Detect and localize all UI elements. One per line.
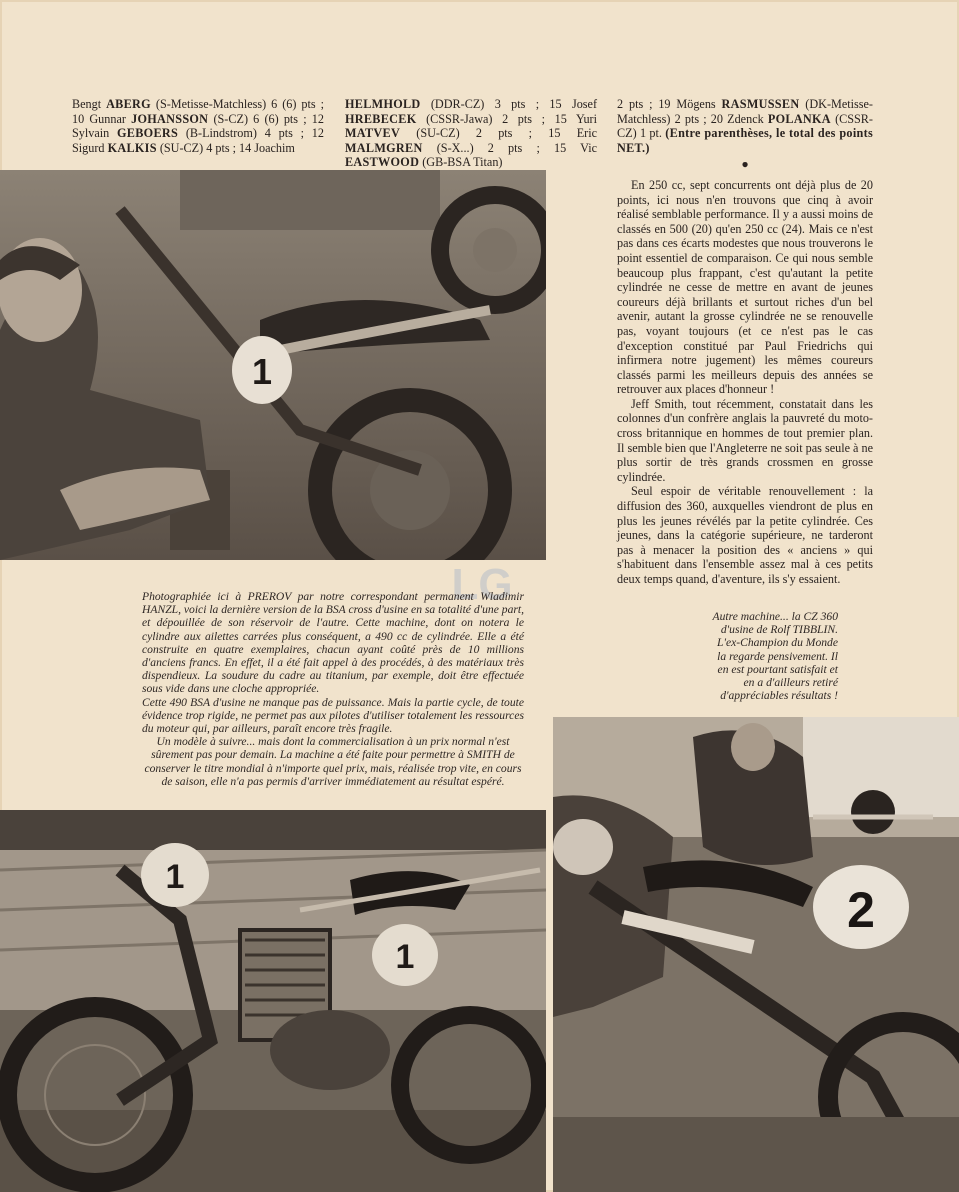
watermark-logo: LG [451,560,513,609]
section-bullet: ● [741,157,749,172]
results-text-3 [617,97,873,155]
results-fragment: (B-Lindstrom) 4 pts ; 12 Sigurd [72,126,324,155]
results-fragment: 2 pts ; 19 Mögens [617,97,722,111]
racing-number-plate-2: 2 [847,882,875,938]
rider-name: HELMHOLD [345,97,421,111]
rider-name: EASTWOOD [345,155,420,170]
rider-name: KALKIS [107,140,157,155]
rider-name: MATVEV [345,126,401,141]
rider-name: HREBECEK [345,111,417,126]
paragraph-250cc: En 250 cc, sept concurrents ont déjà plus de 20 points, ici nous n'en trouvons que cinq à avoir réalisé semblable performance. Il y a aussi moins de classés en 500 (20) qu'en 250 cc (24). Mais ce n'est pas dans ces écarts modestes que nous trouverons le point essentiel de comparaison. Ce qui nous semble beaucoup plus frappant, c'est qu'autant la petite cylindrée ne cesse de mettre en avant de jeunes coureurs déjà brillants et surtout riches d'un bel avenir, autant la grosse cylindrée ne se renouvelle pas, voyant toujours (et ce n'est pas le cas d'exception constitué par Paul Friedrichs qui infirmera notre jugement) les mêmes coureurs classés parmi les meilleurs depuis des années se retrouver aux places d'honneur ! [617,177,873,397]
rider-name: (Entre parenthèses, le total des points NET.) [617,126,873,155]
results-fragment: (S-Metisse-Matchless) 6 (6) pts ; 10 Gunnar [72,97,324,126]
rider-name: GEBOERS [117,126,179,141]
results-fragment: (DDR-CZ) 3 pts ; 15 Josef [420,97,597,111]
racing-number-side: 1 [395,938,415,976]
photo-cz360 [553,717,959,1192]
article-column-1 [72,97,324,155]
photo-bsa-bike-image [0,810,546,1192]
racing-number-plate: 1 [251,351,273,392]
results-fragment: Bengt [72,97,107,111]
caption-cz360: Autre machine... la CZ 360 d'usine de Rolf TIBBLIN. L'ex-Champion du Monde la regarde pensivement. Il en est pourtant satisfait et en a d'ailleurs retiré d'appréciables résultats ! [712,610,838,703]
caption-bsa-part-2: Cette 490 BSA d'usine ne manque pas de puissance. Mais la partie cycle, de toute évidence trop rigide, ne permet pas aux pilotes d'utiliser totalement les ressources du moteur qui, par ailleurs, paraît encore très fragile. [142,695,524,736]
article-column-2 [345,97,597,170]
results-fragment: (S-CZ) 6 (6) pts ; 12 Sylvain [72,111,324,141]
rider-name: ABERG [106,97,151,111]
caption-bsa [142,590,524,788]
racing-number-front: 1 [165,858,185,896]
results-fragment: (GB-BSA Titan) [419,155,503,170]
results-fragment: (SU-CZ) 2 pts ; 15 Eric [400,126,597,141]
results-text-1 [72,97,324,155]
results-fragment: (DK-Metisse-Matchless) 2 pts ; 20 Zdenck [617,97,873,126]
photo-cz360-image [553,717,959,1192]
caption-bsa-part-1: Photographiée ici à PREROV par notre correspondant permanent Wladimir HANZL, voici la dernière version de la BSA cross d'usine en sa totalité d'une part, et dépouillée de son réservoir de l'autre. Cette machine, dont on notera le cylindre aux ailettes carrées plus conséquent, a 490 cc de cylindrée. Elle a été construite en quatre exemplaires, chacun ayant coûté près de 10 millions d'anciens francs. En effet, il a été fait appel à des procédés, à des matériaux très dispendieux. La soudure du cadre au titanium, par exemple, doit être effectuée sous vide dans une cloche appropriée. [142,590,524,696]
results-fragment: (CSSR-CZ) 1 pt. [617,111,873,141]
rider-name: POLANKA [767,111,831,126]
results-fragment: (SU-CZ) 4 pts ; 14 Joachim [156,140,295,155]
photo-bsa-mechanic-image [0,170,546,560]
paragraph-jeff-smith: Jeff Smith, tout récemment, constatait dans les colonnes d'un confrère anglais la pauvreté du moto-cross britannique en hommes de tout premier plan. Il semble bien que l'Angleterre ne soit pas seule à ne plus sortir de très grands crossmen en grosse cylindrée. [617,396,874,484]
results-text-2 [345,97,597,170]
paragraph-renouvellement: Seul espoir de véritable renouvellement : la diffusion des 360, auxquelles viendront de plus en plus les jeunes révélés par la petite cylindrée. Ces jeunes, dans la catégorie supérieure, ne tarderont pas à menacer la position des « anciens » qui s'habituent dans l'ensemble assez mal à ces petits deux temps quand, d'aventure, ils s'y essaient. [617,484,873,586]
photo-bsa-mechanic [0,170,546,560]
caption-bsa-part-3: Un modèle à suivre... mais dont la commercialisation à un prix normal n'est sûrement pas pour demain. La machine a été faite pour permettre à SMITH de conserver le titre mondial à n'importe quel prix, mais, réalisée trop vite, en cours de saison, elle n'a pas permis d'arriver immédiatement au résultat espéré. [144,735,522,788]
results-fragment: (S-X...) 2 pts ; 15 Vic [422,140,597,155]
rider-name: MALMGREN [345,140,423,155]
rider-name: JOHANSSON [131,111,209,126]
article-column-3 [617,97,873,587]
results-fragment: (CSSR-Jawa) 2 pts ; 15 Yuri [416,111,597,126]
photo-bsa-bike [0,810,546,1192]
rider-name: RASMUSSEN [721,97,800,111]
